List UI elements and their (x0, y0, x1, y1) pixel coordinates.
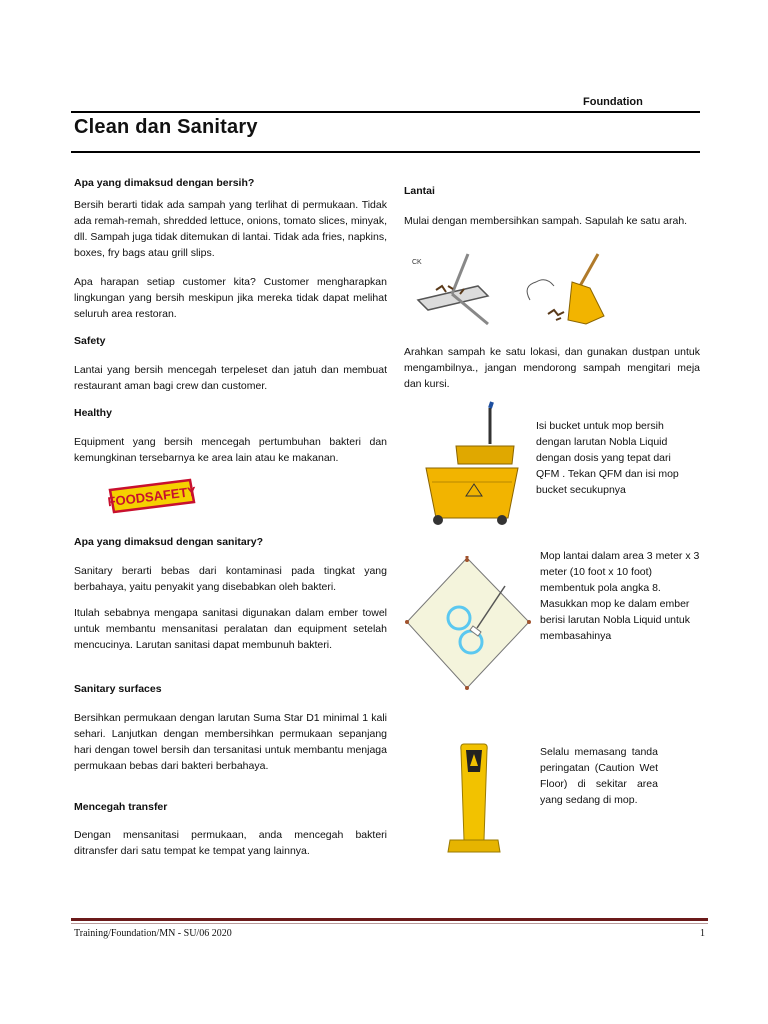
mop-caption: Mop lantai dalam area 3 meter x 3 meter (10 foot x 10 foot) membentuk pola angka 8. Masukkan mop ke dalam ember berisi larutan Nobla Liquid untuk membasahinya (540, 550, 700, 642)
heading-sanitary-question: Apa yang dimaksud dengan sanitary? (74, 536, 264, 548)
header-rule-bottom (71, 151, 700, 153)
heading-prevent-transfer: Mencegah transfer (74, 801, 168, 813)
paragraph-prevent-transfer: Dengan mensanitasi permukaan, anda mencegah bakteri ditransfer dari satu tempat ke tempat yang lainnya. (74, 829, 387, 857)
paragraph-safety: Lantai yang bersih mencegah terpeleset dan jatuh dan membuat restaurant aman bagi crew dan customer. (74, 364, 387, 392)
paragraph-lantai: Mulai dengan membersihkan sampah. Sapulah ke satu arah. (404, 215, 688, 227)
section-label: Foundation (583, 96, 643, 108)
bucket-caption: Isi bucket untuk mop bersih dengan larutan Nobla Liquid dengan dosis yang tepat dari QFM . Tekan QFM dan isi mop bucket secukupnya (536, 420, 679, 496)
paragraph-customer-expectation: Apa harapan setiap customer kita? Customer mengharapkan lingkungan yang bersih meskipun jika mereka tidak dapat melihat seluruh area restoran. (74, 276, 387, 320)
sign-caption: Selalu memasang tanda peringatan (Caution Wet Floor) di sekitar area yang sedang di mop. (540, 746, 658, 806)
heading-lantai: Lantai (404, 185, 435, 197)
caution-wet-floor-sign-icon (444, 740, 504, 860)
paragraph-sanitary-definition: Sanitary berarti bebas dari kontaminasi pada tingkat yang berbahaya, yaitu penyakit yang disebabkan oleh bakteri. (74, 565, 387, 593)
footer-bar-thin (71, 923, 708, 924)
page-number: 1 (700, 928, 705, 939)
footer-reference: Training/Foundation/MN - SU/06 2020 (74, 928, 232, 939)
paragraph-healthy: Equipment yang bersih mencegah pertumbuhan bakteri dan kemungkinan tersebarnya ke area lain atau ke makanan. (74, 436, 387, 464)
paragraph-dustpan: Arahkan sampah ke satu lokasi, dan gunakan dustpan untuk mengambilnya., jangan mendorong sampah mengitari meja dan kursi. (404, 346, 700, 390)
header-rule-top (71, 111, 700, 113)
sweeping-illustration-icon (408, 250, 608, 330)
paragraph-sanitary-surfaces: Bersihkan permukaan dengan larutan Suma Star D1 minimal 1 kali sehari. Lanjutkan dengan membersihkan permukaan sepanjang hari dengan towel bersih dan tersanitasi untuk membantu menjaga permukaan bebas dari bakteri berbahaya. (74, 712, 387, 772)
heading-healthy: Healthy (74, 407, 112, 419)
heading-clean-question: Apa yang dimaksud dengan bersih? (74, 177, 255, 189)
heading-safety: Safety (74, 335, 106, 347)
mop-pattern-icon (405, 556, 535, 696)
food-safety-badge-text: FOODSAFETY (106, 483, 197, 510)
food-safety-badge-icon (106, 476, 198, 518)
mop-bucket-icon (416, 400, 528, 530)
footer-bar (71, 918, 708, 921)
page-title: Clean dan Sanitary (74, 116, 258, 138)
illustration-label: CK (412, 259, 422, 266)
paragraph-sanitation-reason: Itulah sebabnya mengapa sanitasi digunakan dalam ember towel untuk membantu mensanitasi peralatan dan equipment setelah mencucinya. Larutan sanitasi dapat membunuh bakteri. (74, 607, 387, 651)
paragraph-clean-definition: Bersih berarti tidak ada sampah yang terlihat di permukaan. Tidak ada remah-remah, shredded lettuce, onions, tomato slices, minyak, dll. Sampah juga tidak ditemukan di lantai. Tidak ada fries, napkins, boxes, fry bags atau grill slips. (74, 199, 387, 259)
heading-sanitary-surfaces: Sanitary surfaces (74, 683, 162, 695)
